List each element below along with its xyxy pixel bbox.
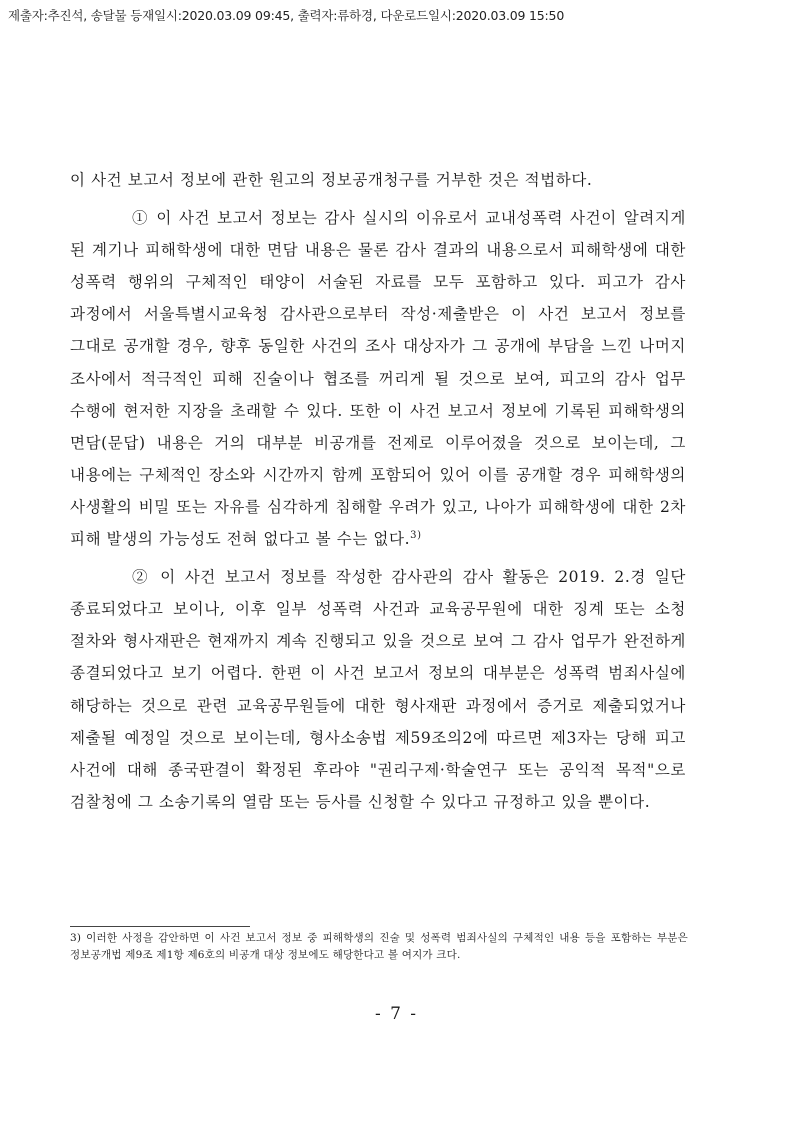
footnote <box>70 930 688 964</box>
paragraph-conclusion: 이 사건 보고서 정보에 관한 원고의 정보공개청구를 거부한 것은 적법하다. <box>70 171 593 189</box>
footnote-divider <box>70 926 250 927</box>
footnote-number: 3) <box>70 932 82 944</box>
footnote-text: 이러한 사정을 감안하면 이 사건 보고서 정보 중 피해학생의 진술 및 성폭력 범죄사실의 구체적인 내용 등을 포함하는 부분은 정보공개법 제9조 제1항 제6호의 비공개 대상 정보에도 해당한다고 볼 여지가 크다. <box>70 932 688 961</box>
footnote-reference: 3) <box>410 529 422 541</box>
paragraph-reason-1 <box>70 202 686 555</box>
page-number: - 7 - <box>374 1004 419 1024</box>
print-metadata-header: 제출자:추진석, 송달물 등재일시:2020.03.09 09:45, 출력자:류하경, 다운로드일시:2020.03.09 15:50 <box>8 8 565 23</box>
paragraph-reason-1-text: ① 이 사건 보고서 정보는 감사 실시의 이유로서 교내성폭력 사건이 알려지게 된 계기나 피해학생에 대한 면담 내용은 물론 감사 결과의 내용으로서 피해학생에 대한 성폭력 행위의 구체적인 태양이 서술된 자료를 모두 포함하고 있다. 피고가 감사 과정에서 서울특별시교육청 감사관으로부터 작성·제출받은 이 사건 보고서 정보를 그대로 공개할 경우, 향후 동일한 사건의 조사 대상자가 그 공개에 부담을 느낀 나머지 조사에서 적극적인 피해 진술이나 협조를 꺼리게 될 것으로 보여, 피고의 감사 업무 수행에 현저한 지장을 초래할 수 있다. 또한 이 사건 보고서 정보에 기록된 피해학생의 면담(문답) 내용은 거의 대부분 비공개를 전제로 이루어졌을 것으로 보이는데, 그 내용에는 구체적인 장소와 시간까지 함께 포함되어 있어 이를 공개할 경우 피해학생의 사생활의 비밀 또는 자유를 심각하게 침해할 우려가 있고, 나아가 피해학생에 대한 2차 피해 발생의 가능성도 전혀 없다고 볼 수는 없다. <box>70 209 686 549</box>
document-body <box>70 164 686 818</box>
paragraph-reason-2: ② 이 사건 보고서 정보를 작성한 감사관의 감사 활동은 2019. 2.경 일단 종료되었다고 보이나, 이후 일부 성폭력 사건과 교육공무원에 대한 징계 또는 소청 절차와 형사재판은 현재까지 계속 진행되고 있을 것으로 보여 그 감사 업무가 완전하게 종결되었다고 보기 어렵다. 한편 이 사건 보고서 정보의 대부분은 성폭력 범죄사실에 해당하는 것으로 관련 교육공무원들에 대한 형사재판 과정에서 증거로 제출되었거나 제출될 예정일 것으로 보이는데, 형사소송법 제59조의2에 따르면 제3자는 당해 피고 사건에 대해 종국판결이 확정된 후라야 "권리구제·학술연구 또는 공익적 목적"으로 검찰청에 그 소송기록의 열람 또는 등사를 신청할 수 있다고 규정하고 있을 뿐이다. <box>70 568 686 811</box>
